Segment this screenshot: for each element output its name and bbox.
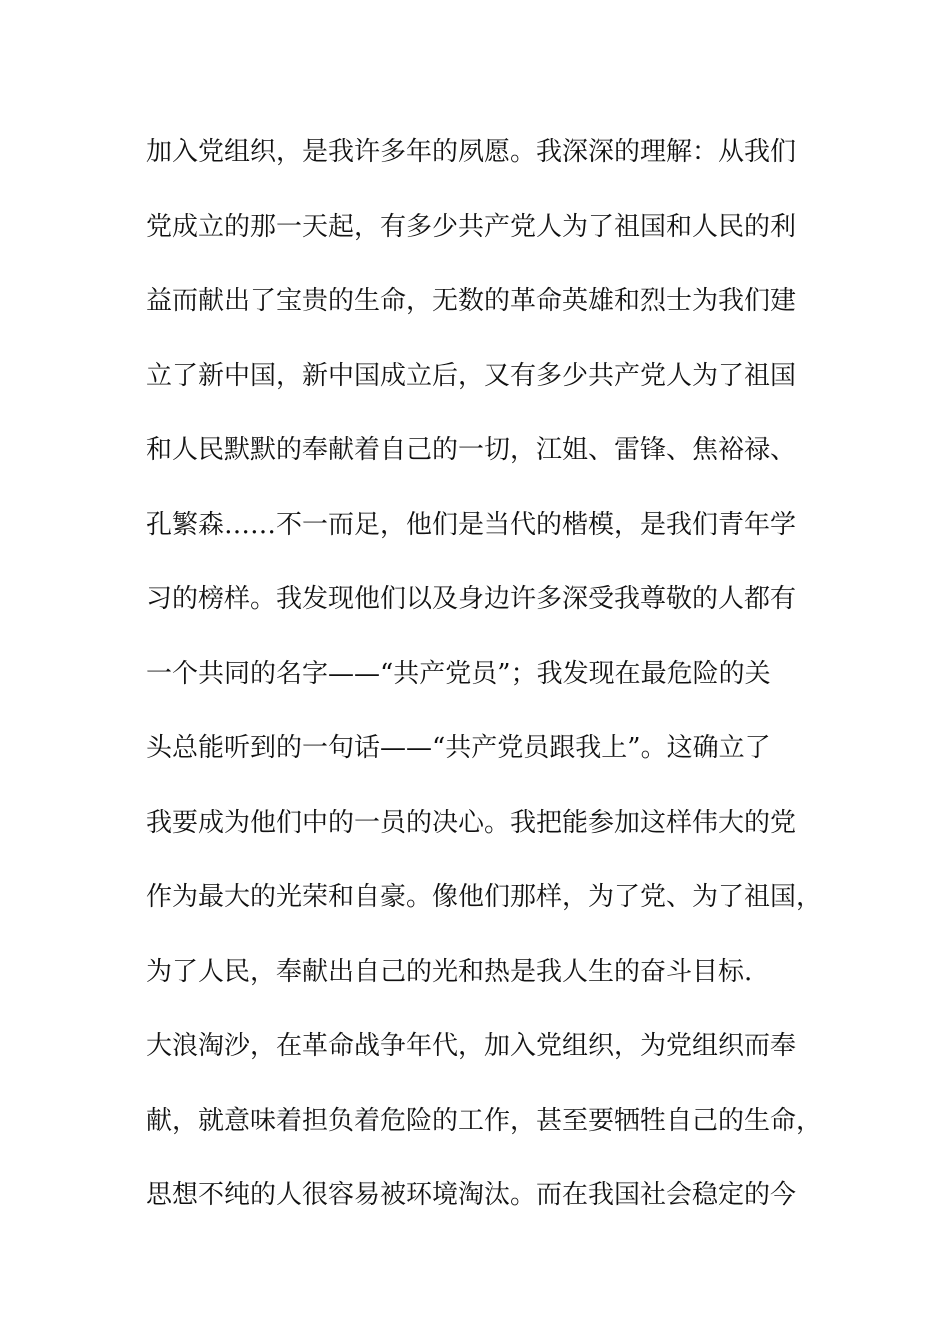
text-line: 和人民默默的奉献着自己的一切，江姐、雷锋、焦裕禄、 xyxy=(146,435,797,465)
text-line: 为了人民，奉献出自己的光和热是我人生的奋斗目标. xyxy=(146,956,753,987)
text-line: 一个共同的名字——“共产党员”；我发现在最危险的关 xyxy=(146,658,771,689)
text-line: 孔繁森……不一而足，他们是当代的楷模，是我们青年学 xyxy=(146,509,797,540)
text-line: 头总能听到的一句话——“共产党员跟我上”。这确立了 xyxy=(146,733,771,763)
text-line: 益而献出了宝贵的生命，无数的革命英雄和烈士为我们建 xyxy=(146,286,797,316)
text-line: 党成立的那一天起，有多少共产党人为了祖国和人民的利 xyxy=(146,211,797,242)
text-line: 立了新中国，新中国成立后，又有多少共产党人为了祖国 xyxy=(146,360,797,391)
text-line: 我要成为他们中的一员的决心。我把能参加这样伟大的党 xyxy=(146,807,797,838)
text-line: 献，就意味着担负着危险的工作，甚至要牺牲自己的生命， xyxy=(146,1105,823,1136)
text-line: 大浪淘沙，在革命战争年代，加入党组织，为党组织而奉 xyxy=(146,1031,797,1061)
text-line: 作为最大的光荣和自豪。像他们那样，为了党、为了祖国， xyxy=(146,882,823,912)
text-line: 加入党组织，是我许多年的夙愿。我深深的理解：从我们 xyxy=(146,137,797,167)
text-line: 习的榜样。我发现他们以及身边许多深受我尊敬的人都有 xyxy=(146,584,797,614)
text-line: 思想不纯的人很容易被环境淘汰。而在我国社会稳定的今 xyxy=(146,1180,797,1210)
body-text xyxy=(146,130,823,1248)
